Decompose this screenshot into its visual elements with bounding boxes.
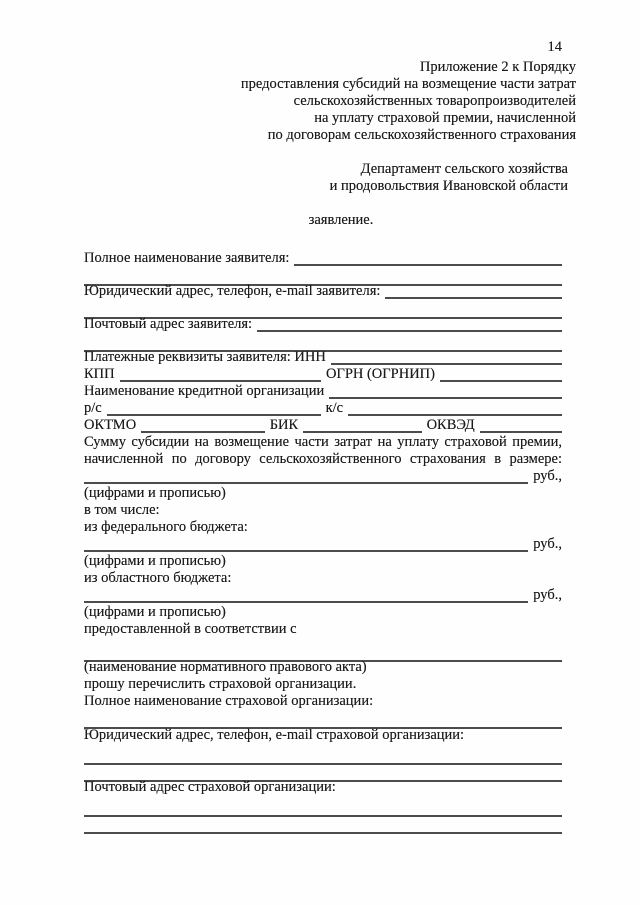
blank-field	[84, 818, 562, 834]
field-label: начисленной по договору сельскохозяйственного страхования в размере:	[84, 451, 562, 467]
form-line	[84, 451, 562, 468]
field-label: из федерального бюджета:	[84, 519, 248, 535]
field-label: в том числе:	[84, 502, 160, 518]
field-label: ОГРН (ОГРНИП)	[325, 366, 435, 382]
document-title: заявление.	[308, 212, 374, 228]
field-label: Юридический адрес, телефон, e-mail страховой организации:	[84, 727, 465, 743]
blank-field	[331, 349, 562, 365]
form-line	[84, 818, 562, 835]
blank-field	[141, 417, 265, 433]
field-label: Юридический адрес, телефон, e-mail заявителя:	[84, 283, 381, 299]
field-label: предоставленной в соответствии с	[84, 621, 297, 637]
form-line	[84, 485, 562, 502]
blank-field	[303, 417, 421, 433]
blank-field	[84, 749, 562, 765]
form-line	[84, 693, 562, 710]
field-label: ОКВЭД	[426, 417, 475, 433]
form-line	[84, 502, 562, 519]
field-label: Почтовый адрес страховой организации:	[84, 779, 336, 795]
blank-field	[294, 250, 562, 266]
addressee-line: Департамент сельского хозяйства	[360, 161, 568, 177]
blank-field	[329, 383, 562, 399]
field-label: к/с	[325, 400, 344, 416]
addressee-block	[84, 161, 568, 195]
form-line	[84, 570, 562, 587]
field-label: Полное наименование заявителя:	[84, 250, 290, 266]
field-label: руб.,	[533, 587, 562, 603]
appendix-line: Приложение 2 к Порядку	[419, 59, 576, 75]
field-caption: (цифрами и прописью)	[84, 553, 226, 569]
field-label: из областного бюджета:	[84, 570, 232, 586]
appendix-line: предоставления субсидий на возмещение части затрат	[240, 76, 576, 92]
blank-field	[385, 283, 562, 299]
field-caption: (цифрами и прописью)	[84, 485, 226, 501]
form-line	[84, 468, 562, 485]
field-label: Сумму субсидии на возмещение части затрат на уплату страховой премии,	[84, 434, 562, 450]
blank-field	[107, 400, 321, 416]
blank-field	[257, 316, 562, 332]
form-line	[84, 749, 562, 766]
field-label: Полное наименование страховой организации:	[84, 693, 374, 709]
document-content	[84, 39, 576, 835]
form-line	[84, 349, 562, 366]
form-line	[84, 417, 562, 434]
field-label: р/с	[84, 400, 102, 416]
appendix-line: по договорам сельскохозяйственного страхования	[267, 127, 576, 143]
field-caption: (цифрами и прописью)	[84, 604, 226, 620]
blank-field	[440, 366, 562, 382]
form-line	[84, 553, 562, 570]
blank-field	[348, 400, 562, 416]
field-label: руб.,	[533, 536, 562, 552]
page-number: 14	[547, 39, 562, 55]
form-body	[84, 250, 562, 835]
field-label: БИК	[269, 417, 299, 433]
form-line	[84, 366, 562, 383]
blank-field	[84, 587, 528, 603]
field-label: прошу перечислить страховой организации.	[84, 676, 357, 692]
field-label: руб.,	[533, 468, 562, 484]
form-line	[84, 283, 562, 300]
form-line	[84, 536, 562, 553]
form-line	[84, 434, 562, 451]
appendix-line: сельскохозяйственных товаропроизводителей	[293, 93, 576, 109]
addressee-line: и продовольствия Ивановской области	[329, 178, 568, 194]
form-line	[84, 250, 562, 267]
form-line	[84, 587, 562, 604]
form-line	[84, 727, 562, 744]
field-label: Платежные реквизиты заявителя: ИНН	[84, 349, 326, 365]
form-line	[84, 604, 562, 621]
form-line	[84, 801, 562, 818]
blank-field	[84, 536, 528, 552]
form-line	[84, 400, 562, 417]
blank-field	[120, 366, 321, 382]
form-line	[84, 519, 562, 536]
field-label: ОКТМО	[84, 417, 137, 433]
field-label: Наименование кредитной организации	[84, 383, 325, 399]
form-line	[84, 676, 562, 693]
field-caption: (наименование нормативного правового акта)	[84, 659, 367, 675]
form-line	[84, 316, 562, 333]
form-line	[84, 383, 562, 400]
appendix-line: на уплату страховой премии, начисленной	[314, 110, 576, 126]
field-label: Почтовый адрес заявителя:	[84, 316, 253, 332]
appendix-block	[84, 59, 576, 144]
blank-field	[480, 417, 562, 433]
blank-field	[84, 468, 528, 484]
field-label: КПП	[84, 366, 115, 382]
blank-field	[84, 801, 562, 817]
form-line	[84, 621, 562, 638]
